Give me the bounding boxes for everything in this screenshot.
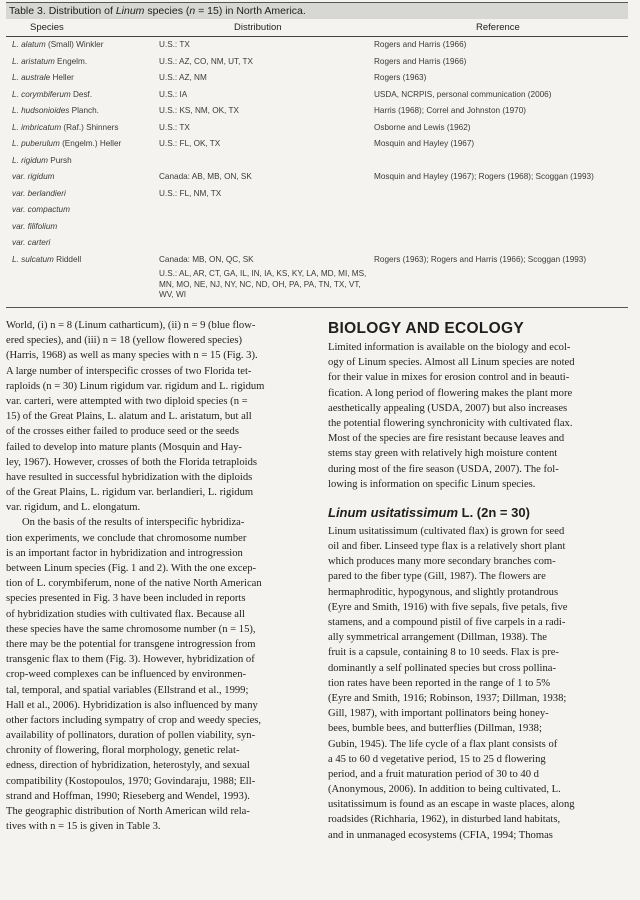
text-line: Gill, 1987), with important pollinators being honey- (328, 708, 549, 720)
text-line: World, (i) n = 8 (Linum catharticum), (ii) n = 9 (blue flow- (6, 320, 256, 331)
left-column (6, 318, 308, 834)
text-line: Linum usitatissimum (cultivated flax) is grown for seed (328, 525, 565, 537)
distribution-cell: U.S.: KS, NM, OK, TX (159, 106, 239, 115)
distribution-cell: U.S.: FL, OK, TX (159, 139, 221, 148)
text-line: for their value in mixes for erosion control and in beauti- (328, 372, 570, 384)
reference-cell: Mosquin and Hayley (1967); Rogers (1968); Scoggan (1993) (374, 172, 594, 181)
table-row (6, 136, 628, 151)
text-line: availability of pollinators, duration of pollen viability, syn- (6, 730, 256, 742)
species-name: L. alatum (12, 40, 46, 49)
sulcatum-us-distribution: U.S.: AL, AR, CT, GA, IL, IN, IA, KS, KY, LA, MD, MI, MS, MN, MO, NE, NJ, NY, NC, ND, OH, PA, PA, TN, TX, VT, WV, WI (159, 269, 367, 299)
species-name: var. carteri (12, 238, 51, 247)
reference-cell: Harris (1968); Correl and Johnston (1970) (374, 106, 526, 115)
species-cell (12, 235, 50, 250)
table-row (6, 202, 628, 217)
species-name: var. berlandieri (12, 188, 66, 198)
species-author: Desf. (70, 89, 93, 99)
species-name: var. filifolium (12, 221, 58, 231)
section-heading: BIOLOGY AND ECOLOGY (328, 320, 525, 337)
text-line: period, and a fruit maturation period of 30 to 40 d (328, 768, 539, 780)
text-line: strand and Hoffman, 1990; Rieseberg and Wendel, 1993). (6, 790, 250, 802)
reference-cell: USDA, NCRPIS, personal communication (2006) (374, 89, 552, 99)
text-line: and in unmanaged ecosystems (CFIA, 1994; Thomas (328, 829, 553, 841)
species-author: Riddell (53, 254, 82, 264)
distribution-cell: U.S.: TX (159, 122, 190, 132)
species-cell (12, 70, 74, 85)
text-line: ered species), and (iii) n = 18 (yellow flowered species) (6, 335, 243, 347)
distribution-cell: U.S.: AZ, CO, NM, UT, TX (159, 56, 254, 66)
species-name: L. aristatum (12, 56, 55, 66)
text-line: pared to the fiber type (Gill, 1987). The flowers are (328, 571, 546, 583)
text-line: there may be the potential for transgene introgression from (6, 638, 256, 650)
species-subheading (328, 504, 632, 522)
text-line: of the crosses either failed to produce seed or the seeds (6, 426, 239, 438)
species-author: (Small) Winkler (45, 40, 104, 49)
species-cell (12, 219, 57, 234)
reference-cell: Rogers (1963); Rogers and Harris (1966); Scoggan (1993) (374, 254, 587, 264)
species-name: L. puberulum (12, 139, 60, 148)
table-row (6, 153, 628, 168)
species-cell (12, 169, 54, 184)
text-line: The geographic distribution of North American wild rela- (6, 806, 250, 817)
text-line: edness, direction of hybridization, heterostyly, and sexual (6, 760, 250, 772)
subheading-species: Linum usitatissimum (328, 504, 459, 520)
text-line: aesthetically appealing (USDA, 2007) but also increases (328, 402, 568, 414)
reference-cell: Rogers (1963) (374, 73, 427, 82)
table-row (6, 37, 628, 52)
text-line: tal, temporal, and spatial variables (Ellstrand et al., 1999; (6, 684, 249, 696)
text-line: chronity of flowering, floral morphology, genetic relat- (6, 745, 240, 757)
table-row (6, 252, 628, 267)
text-line: tion experiments, we conclude that chromosome number (6, 532, 247, 544)
table-caption (6, 2, 628, 19)
species-cell (12, 202, 70, 217)
caption-genus: Linum (115, 5, 145, 17)
species-author: Planch. (69, 106, 99, 115)
distribution-cell: U.S.: FL, NM, TX (159, 188, 222, 198)
species-cell (12, 87, 92, 102)
caption-prefix: Table 3. Distribution of (9, 5, 116, 17)
text-line: tion rates have been reported in the range of 1 to 5% (328, 677, 551, 689)
species-cell (12, 186, 66, 201)
text-line: crop-weed complexes can be influenced by environmen- (6, 669, 247, 681)
text-line: dominantly a self pollinated species but cross pollina- (328, 662, 557, 674)
text-line: transgenic flax to them (Fig. 3). However, hybridization of (6, 654, 255, 666)
species-cell (12, 252, 81, 267)
usitatissimum-paragraph (328, 524, 632, 843)
table-header (6, 20, 628, 37)
distribution-cell: Canada: MB, ON, QC, SK (159, 254, 254, 264)
table-row (6, 186, 628, 201)
text-line: fruit is a capsule, containing 8 to 10 seeds. Flax is pre- (328, 647, 559, 659)
text-line: lowing is information on specific Linum species. (328, 478, 536, 490)
table-row (6, 87, 628, 102)
reference-cell: Osborne and Lewis (1962) (374, 122, 471, 132)
right-column (328, 318, 632, 843)
text-line: tion of L. corymbiferum, none of the native North American (6, 578, 262, 590)
distribution-cell: U.S.: IA (159, 89, 188, 99)
reference-cell: Rogers and Harris (1966) (374, 40, 467, 49)
text-line: A large number of interspecific crosses of two Florida tet- (6, 365, 252, 377)
table-row (6, 103, 628, 118)
text-line: of hybridization studies with cultivated flax. Because all (6, 608, 245, 620)
species-name: L. imbricatum (12, 122, 62, 132)
species-cell (12, 103, 99, 118)
header-distribution: Distribution (234, 22, 282, 33)
distribution-cell: U.S.: AZ, NM (159, 73, 207, 82)
text-line: ogy of Linum species. Almost all Linum species are noted (328, 357, 575, 369)
text-line: (Anonymous, 2006). In addition to being cultivated, L. (328, 784, 561, 796)
species-name: var. rigidum (12, 172, 55, 181)
species-cell (12, 54, 87, 69)
text-line: failed to develop into mature plants (Mosquin and Hay- (6, 441, 242, 453)
text-line: 15) of the Great Plains, L. alatum and L. aristatum, but all (6, 411, 252, 423)
text-line: stamens, and a compound pistil of five carpels in a radi- (328, 617, 566, 628)
reference-cell: Mosquin and Hayley (1967) (374, 139, 475, 148)
species-cell (12, 153, 72, 168)
table-row (6, 120, 628, 135)
text-line: var. carteri, were attempted with two diploid species (n = (6, 395, 248, 407)
text-line: the potential flowering synchronicity with cultivated flax. (328, 417, 573, 429)
caption-n: n (189, 5, 196, 17)
text-line: species presented in Fig. 3 have been included in reports (6, 593, 246, 605)
text-line: (Eyre and Smith, 1916) with five sepals, five petals, five (328, 601, 568, 613)
paragraph-spacer (328, 492, 632, 500)
text-line: is an important factor in hybridization and introgression (6, 547, 243, 559)
table-row (6, 54, 628, 69)
species-name: var. compactum (12, 205, 70, 214)
text-line: stems stay green with relatively high moisture content (328, 448, 558, 460)
species-author: (Raf.) Shinners (61, 122, 119, 132)
reference-cell: Rogers and Harris (1966) (374, 56, 467, 66)
table-row (6, 70, 628, 85)
header-species: Species (30, 22, 64, 33)
header-reference: Reference (476, 22, 520, 33)
table-row (6, 235, 628, 250)
text-line: tives with n = 15 is given in Table 3. (6, 821, 161, 833)
species-name: L. australe (12, 73, 51, 82)
text-line: Limited information is available on the biology and ecol- (328, 342, 571, 353)
text-line: ley, 1967). However, crosses of both the Florida tetraploids (6, 456, 258, 468)
distribution-cell: Canada: AB, MB, ON, SK (159, 172, 252, 181)
species-cell (12, 120, 118, 135)
text-line: these species have the same chromosome number (n = 15), (6, 623, 256, 635)
text-line: a 45 to 60 d vegetative period, 15 to 25 d flowering (328, 753, 546, 765)
table-row (6, 219, 628, 234)
text-line: raploids (n = 30) Linum rigidum var. rigidum and L. rigidum (6, 380, 265, 392)
text-line: oil and fiber. Linseed type flax is a relatively short plant (328, 541, 566, 553)
text-line: of the Great Plains, L. rigidum var. berlandieri, L. rigidum (6, 487, 254, 499)
caption-suffix: = 15) in North America. (195, 5, 306, 17)
species-cell (12, 37, 103, 52)
text-line: usitatissimum is found as an escape in waste places, along (328, 799, 575, 811)
species-author: (Engelm.) Heller (59, 139, 122, 148)
caption-mid: species ( (144, 5, 190, 17)
subheading-rest: L. (2n = 30) (458, 504, 530, 520)
species-author: Pursh (47, 155, 72, 165)
text-line: var. rigidum, and L. elongatum. (6, 502, 141, 514)
text-line: (Eyre and Smith, 1916; Robinson, 1937; Dillman, 1938; (328, 692, 567, 704)
species-cell (12, 136, 121, 151)
text-line: (Harris, 1968) as well as many species with n = 15 (Fig. 3). (6, 350, 258, 362)
text-line: other factors including sympatry of crop and weedy species, (6, 714, 262, 726)
text-line: Hall et al., 2006). Hybridization is also influenced by many (6, 699, 258, 711)
species-name: L. hudsonioides (12, 106, 70, 115)
table-row (6, 169, 628, 184)
table-bottom-rule (6, 307, 628, 308)
species-author: Engelm. (54, 56, 88, 66)
text-line: bees, bumble bees, and butterflies (Dillman, 1938; (328, 723, 542, 735)
text-line: have resulted in successful hybridization with the diploids (6, 471, 253, 483)
text-line: On the basis of the results of interspecific hybridiza- (22, 517, 245, 529)
text-line: roadsides (Richharia, 1962), in disturbed land habitats, (328, 814, 561, 826)
text-line: ally symmetrical arrangement (Dillman, 1938). The (328, 632, 547, 644)
text-line: which produces many more secondary branches com- (328, 556, 556, 568)
text-line: fication. A long period of flowering makes the plant more (328, 387, 573, 399)
text-line: during most of the fire season (USDA, 2007). The fol- (328, 463, 559, 475)
biology-paragraph (328, 340, 632, 492)
species-name: L. corymbiferum (12, 89, 71, 99)
species-name: L. rigidum (12, 155, 48, 165)
table-body (6, 37, 628, 305)
species-name: L. sulcatum (12, 254, 54, 264)
distribution-cell: U.S.: TX (159, 40, 190, 49)
text-line: Gubin, 1945). The life cycle of a flax plant consists of (328, 738, 558, 750)
text-line: Most of the species are fire resistant because leaves and (328, 433, 565, 445)
species-author: Heller (50, 73, 74, 82)
text-line: between Linum species (Fig. 1 and 2). With the one excep- (6, 563, 257, 574)
text-line: compatibility (Kostopoulos, 1970; Govindaraju, 1988; Ell- (6, 775, 256, 787)
text-line: hermaphroditic, hypogynous, and slightly protandrous (328, 586, 559, 598)
